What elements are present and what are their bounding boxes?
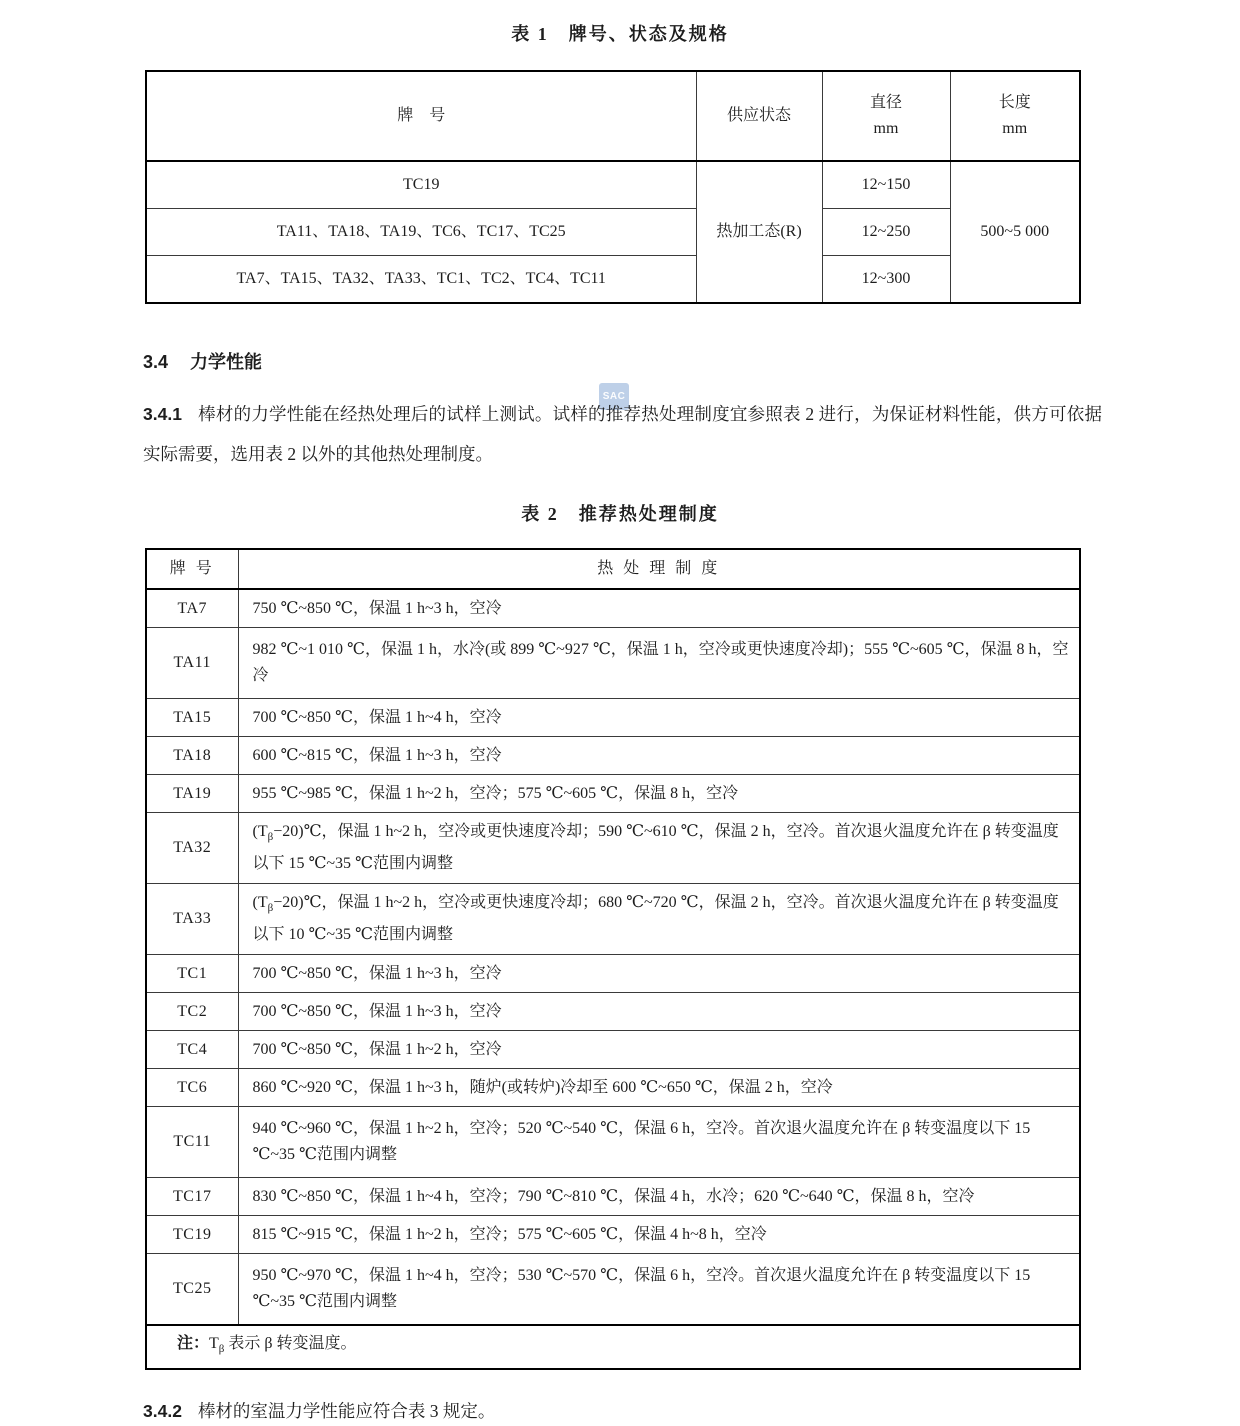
- note-label: 注：: [177, 1335, 210, 1353]
- table2-row-ta18: [146, 737, 1080, 775]
- grade-cell: TA32: [146, 813, 238, 884]
- grade-cell: TC4: [146, 1031, 238, 1069]
- grade-cell: TA7: [146, 589, 238, 628]
- table2-row-ta33: [146, 884, 1080, 955]
- clause-number: 3.4.2: [143, 1401, 182, 1421]
- note-text: $T_\beta$ 表示 β 转变温度。: [209, 1335, 357, 1356]
- treatment-cell: $(T_\beta-20)℃$，保温 1 h~2 h，空冷或更快速度冷却；590 ℃~610 ℃，保温 2 h，空冷。首次退火温度允许在 β 转变温度以下 15 ℃~35 ℃范围内调整: [238, 813, 1080, 884]
- section-number: 3.4: [143, 352, 169, 372]
- table2-row-tc25: [146, 1254, 1080, 1326]
- clause-text: 棒材的力学性能在经热处理后的试样上测试。试样的推荐热处理制度宜参照表 2 进行，为保证材料性能，供方可依据实际需要，选用表 2 以外的其他热处理制度。: [143, 404, 1102, 464]
- table-note-cell: [146, 1325, 1080, 1369]
- clause-text: 棒材的室温力学性能应符合表 3 规定。: [197, 1401, 496, 1421]
- grade-cell: TA7、TA15、TA32、TA33、TC1、TC2、TC4、TC11: [146, 256, 696, 304]
- table1-header-supply-state: 供应状态: [696, 71, 822, 161]
- clause-number: 3.4.1: [143, 404, 182, 424]
- treatment-cell: 750 ℃~850 ℃，保温 1 h~3 h，空冷: [238, 589, 1080, 628]
- treatment-cell: 700 ℃~850 ℃，保温 1 h~2 h，空冷: [238, 1031, 1080, 1069]
- length-cell: 500~5 000: [950, 161, 1080, 303]
- table2-row-ta15: [146, 699, 1080, 737]
- diameter-cell: 12~250: [822, 209, 950, 256]
- grade-cell: TC1: [146, 955, 238, 993]
- treatment-cell: 860 ℃~920 ℃，保温 1 h~3 h，随炉(或转炉)冷却至 600 ℃~650 ℃，保温 2 h，空冷: [238, 1069, 1080, 1107]
- table1-header-diameter-unit: mm: [873, 120, 899, 137]
- treatment-cell: 700 ℃~850 ℃，保温 1 h~3 h，空冷: [238, 993, 1080, 1031]
- section-title: 力学性能: [190, 352, 263, 372]
- table2-row-ta19: [146, 775, 1080, 813]
- treatment-cell: 815 ℃~915 ℃，保温 1 h~2 h，空冷；575 ℃~605 ℃，保温 4 h~8 h，空冷: [238, 1216, 1080, 1254]
- treatment-cell: 700 ℃~850 ℃，保温 1 h~3 h，空冷: [238, 955, 1080, 993]
- table1-row: [146, 209, 1080, 256]
- table2-header-grade: 牌 号: [146, 549, 238, 589]
- table1-row: [146, 161, 1080, 209]
- table1-header-row: [146, 71, 1080, 161]
- grade-cell: TA15: [146, 699, 238, 737]
- table2-row-tc1: [146, 955, 1080, 993]
- diameter-cell: 12~300: [822, 256, 950, 304]
- table2-row-tc11: [146, 1107, 1080, 1178]
- grade-cell: TC17: [146, 1178, 238, 1216]
- table2-row-tc4: [146, 1031, 1080, 1069]
- table2-header-row: [146, 549, 1080, 589]
- table2-title: 表 2 推荐热处理制度: [521, 504, 719, 524]
- treatment-cell: 955 ℃~985 ℃，保温 1 h~2 h，空冷；575 ℃~605 ℃，保温 8 h，空冷: [238, 775, 1080, 813]
- table1-header-grade: 牌 号: [146, 71, 696, 161]
- table1-header-length-unit: mm: [1002, 120, 1028, 137]
- treatment-cell: 830 ℃~850 ℃，保温 1 h~4 h，空冷；790 ℃~810 ℃，保温 4 h，水冷；620 ℃~640 ℃，保温 8 h，空冷: [238, 1178, 1080, 1216]
- clause-3-4-1: [143, 394, 1102, 474]
- table2-row-tc17: [146, 1178, 1080, 1216]
- treatment-cell: 700 ℃~850 ℃，保温 1 h~4 h，空冷: [238, 699, 1080, 737]
- treatment-cell: 950 ℃~970 ℃，保温 1 h~4 h，空冷；530 ℃~570 ℃，保温 6 h，空冷。首次退火温度允许在 β 转变温度以下 15 ℃~35 ℃范围内调整: [238, 1254, 1080, 1326]
- sac-watermark-text: SAC: [602, 391, 626, 402]
- grade-cell: TC25: [146, 1254, 238, 1326]
- table1-header-length: [950, 71, 1080, 161]
- grade-cell: TA11、TA18、TA19、TC6、TC17、TC25: [146, 209, 696, 256]
- table2-row-tc6: [146, 1069, 1080, 1107]
- treatment-cell: 600 ℃~815 ℃，保温 1 h~3 h，空冷: [238, 737, 1080, 775]
- table2-row-ta32: [146, 813, 1080, 884]
- treatment-cell: 940 ℃~960 ℃，保温 1 h~2 h，空冷；520 ℃~540 ℃，保温 6 h，空冷。首次退火温度允许在 β 转变温度以下 15 ℃~35 ℃范围内调整: [238, 1107, 1080, 1178]
- table1-header-diameter-label: 直径: [869, 94, 902, 111]
- grade-cell: TC19: [146, 1216, 238, 1254]
- table2-row-ta7: [146, 589, 1080, 628]
- table1-title: 表 1 牌号、状态及规格: [511, 24, 729, 44]
- table1-header-length-label: 长度: [998, 94, 1031, 111]
- table2-heat-treatment: [145, 548, 1081, 1370]
- grade-cell: TC11: [146, 1107, 238, 1178]
- grade-cell: TA11: [146, 628, 238, 699]
- grade-cell: TC6: [146, 1069, 238, 1107]
- table1-header-diameter: [822, 71, 950, 161]
- supply-state-cell: 热加工态(R): [696, 161, 822, 303]
- grade-cell: TC2: [146, 993, 238, 1031]
- table2-row-tc2: [146, 993, 1080, 1031]
- table2-note-row: [146, 1325, 1080, 1369]
- clause-3-4-2: [143, 1396, 1102, 1426]
- table2-row-tc19: [146, 1216, 1080, 1254]
- grade-cell: TA19: [146, 775, 238, 813]
- diameter-cell: 12~150: [822, 161, 950, 209]
- table2-header-treatment: 热 处 理 制 度: [238, 549, 1080, 589]
- grade-cell: TC19: [146, 161, 696, 209]
- treatment-cell: 982 ℃~1 010 ℃，保温 1 h，水冷(或 899 ℃~927 ℃，保温 1 h，空冷或更快速度冷却)；555 ℃~605 ℃，保温 8 h，空冷: [238, 628, 1080, 699]
- table1-row: [146, 256, 1080, 304]
- table2-row-ta11: [146, 628, 1080, 699]
- grade-cell: TA18: [146, 737, 238, 775]
- table1-grades-states-specs: [145, 70, 1081, 304]
- section-3-4-heading: [143, 348, 1240, 374]
- treatment-cell: $(T_\beta-20)℃$，保温 1 h~2 h，空冷或更快速度冷却；680 ℃~720 ℃，保温 2 h，空冷。首次退火温度允许在 β 转变温度以下 10 ℃~35 ℃范围内调整: [238, 884, 1080, 955]
- grade-cell: TA33: [146, 884, 238, 955]
